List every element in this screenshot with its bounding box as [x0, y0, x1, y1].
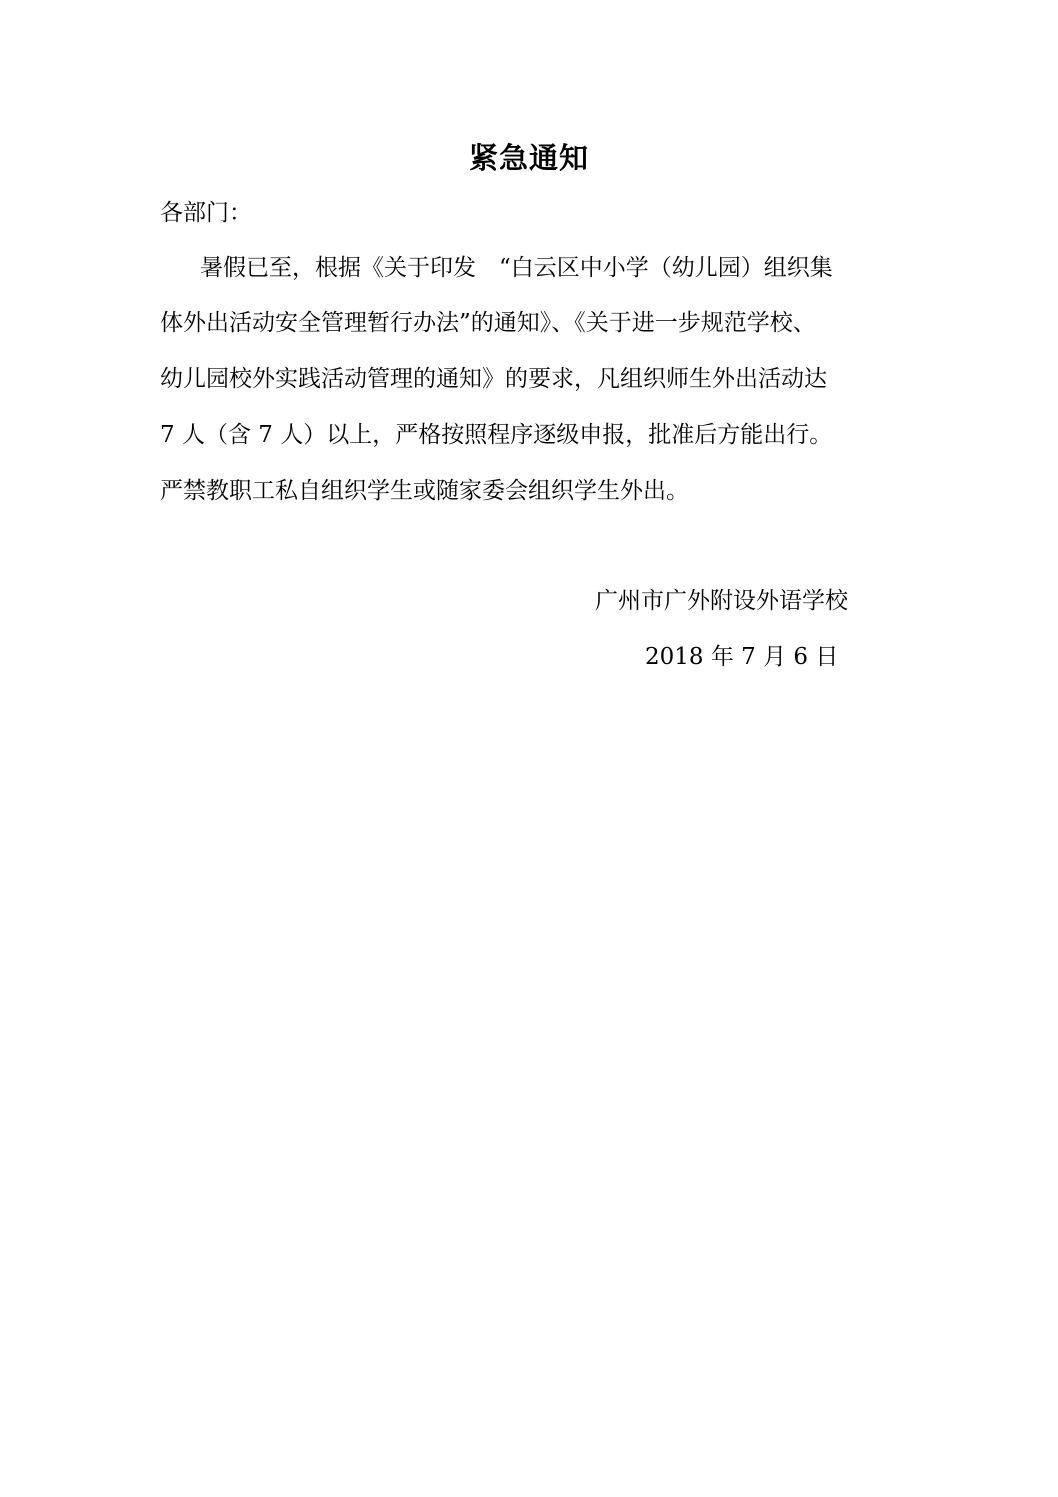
signature-organization: 广州市广外附设外语学校 [595, 588, 848, 614]
signature-date: 2018 年 7 月 6 日 [645, 644, 839, 670]
body-line-4: 7 人（含 7 人）以上，严格按照程序逐级申报，批准后方能出行。 [160, 422, 833, 448]
salutation: 各部门： [160, 200, 252, 226]
body-line-5: 严禁教职工私自组织学生或随家委会组织学生外出。 [160, 478, 689, 504]
notice-title: 紧急通知 [468, 141, 589, 175]
body-line-2: 体外出活动安全管理暂行办法”的通知》、《关于进一步规范学校、 [160, 310, 816, 336]
body-line-3: 幼儿园校外实践活动管理的通知》的要求，凡组织师生外出活动达 [160, 366, 827, 392]
body-line-1: 暑假已至，根据《关于印发 “白云区中小学（幼儿园）组织集 [200, 255, 833, 281]
